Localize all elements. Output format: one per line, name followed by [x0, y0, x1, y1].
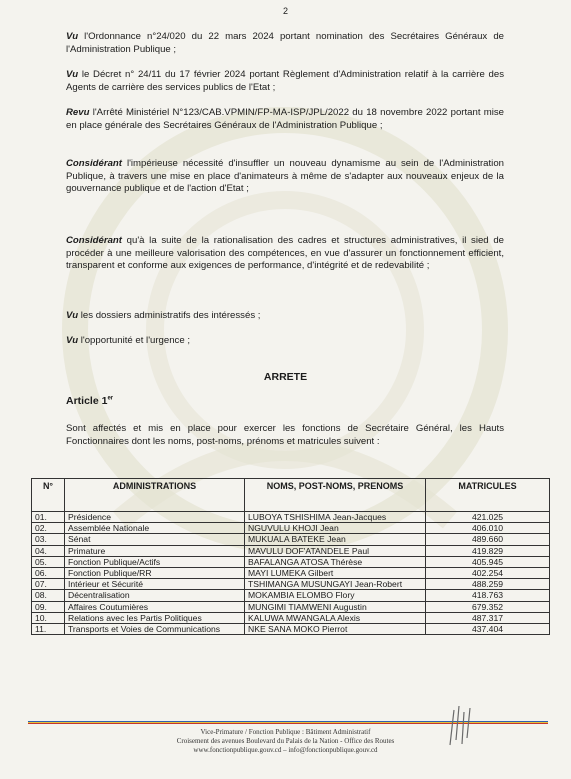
row-matricule: 437.404 [426, 624, 550, 635]
row-number: 11. [32, 624, 65, 635]
row-administration: Décentralisation [65, 590, 245, 601]
row-administration: Transports et Voies de Communications [65, 624, 245, 635]
header-names: NOMS, POST-NOMS, PRENOMS [245, 479, 426, 512]
preamble-revu-arrete: Revu l'Arrêté Ministériel N°123/CAB.VPMIN/FP-MA-ISP/JPL/2022 du 18 novembre 2022 portant mise en place générale des Secrétaires Généraux de l'Administration Publique ; [66, 107, 504, 131]
row-administration: Présidence [65, 512, 245, 523]
row-matricule: 679.352 [426, 601, 550, 612]
table-row [32, 534, 550, 545]
row-matricule: 402.254 [426, 568, 550, 579]
row-number: 03. [32, 534, 65, 545]
table-row [32, 579, 550, 590]
row-administration: Sénat [65, 534, 245, 545]
table-row [32, 512, 550, 523]
row-matricule: 406.010 [426, 523, 550, 534]
row-administration: Relations avec les Partis Politiques [65, 612, 245, 623]
arrete-heading: ARRETE [263, 371, 308, 383]
row-administration: Affaires Coutumières [65, 601, 245, 612]
assignments-table [31, 478, 550, 635]
footer-contact-line: www.fonctionpublique.gouv.cd – info@fonctionpublique.gouv.cd [193, 746, 378, 754]
footer-address-line-2: Croisement des avenues Boulevard du Palais de la Nation - Office des Routes [176, 737, 395, 745]
preamble-vu-dossiers: Vu les dossiers administratifs des intéressés ; [66, 310, 261, 321]
row-administration: Primature [65, 545, 245, 556]
row-matricule: 418.763 [426, 590, 550, 601]
row-matricule: 405.945 [426, 556, 550, 567]
row-number: 07. [32, 579, 65, 590]
table-row [32, 624, 550, 635]
row-name: LUBOYA TSHISHIMA Jean-Jacques [245, 512, 426, 523]
header-matricules: MATRICULES [426, 479, 550, 512]
row-administration: Fonction Publique/Actifs [65, 556, 245, 567]
row-matricule: 488.259 [426, 579, 550, 590]
preamble-vu-ordonnance: Vu l'Ordonnance n°24/020 du 22 mars 2024 portant nomination des Secrétaires Généraux de l'Administration Publique ; [66, 31, 504, 55]
preamble-considerant-rationalisation: Considérant qu'à la suite de la rationalisation des cadres et structures administratives, il sied de procéder à une meilleure valorisation des compétences, en vue d'assurer un fonctionnement efficient, transparent et conforme aux exigences de performance, d'intégrité et de redevabilité ; [66, 235, 504, 271]
row-number: 09. [32, 601, 65, 612]
row-name: NKE SANA MOKO Pierrot [245, 624, 426, 635]
row-matricule: 489.660 [426, 534, 550, 545]
header-number: N° [32, 479, 65, 512]
footer-address-line-1: Vice-Primature / Fonction Publique : Bâtiment Administratif [200, 728, 371, 736]
table-row [32, 556, 550, 567]
article-heading: Article 1er [66, 395, 114, 407]
row-name: MAYI LUMEKA Gilbert [245, 568, 426, 579]
row-matricule: 419.829 [426, 545, 550, 556]
row-matricule: 421.025 [426, 512, 550, 523]
table-row [32, 590, 550, 601]
row-name: MAVULU DOF'ATANDELE Paul [245, 545, 426, 556]
row-name: KALUWA MWANGALA Alexis [245, 612, 426, 623]
row-administration: Intérieur et Sécurité [65, 579, 245, 590]
row-number: 01. [32, 512, 65, 523]
preamble-considerant-dynamisme: Considérant l'impérieuse nécessité d'insuffler un nouveau dynamisme au sein de l'Administration Publique, à travers une mise en place d'animateurs à même de s'adapter aux nouveaux enjeux de la gouvernance publique et de l'action d'Etat ; [66, 158, 504, 194]
table-row [32, 545, 550, 556]
table-row [32, 612, 550, 623]
row-matricule: 487.317 [426, 612, 550, 623]
row-name: TSHIMANGA MUSUNGAYI Jean-Robert [245, 579, 426, 590]
header-administrations: ADMINISTRATIONS [65, 479, 245, 512]
row-name: BAFALANGA ATOSA Thérèse [245, 556, 426, 567]
row-number: 05. [32, 556, 65, 567]
row-number: 08. [32, 590, 65, 601]
footer [0, 728, 571, 755]
table-row [32, 523, 550, 534]
article-text: Sont affectés et mis en place pour exercer les fonctions de Secrétaire Général, les Hauts Fonctionnaires dont les noms, post-noms, prénoms et matricules suivent : [66, 423, 504, 447]
row-name: MOKAMBIA ELOMBO Flory [245, 590, 426, 601]
row-name: MUNGIMI TIAMWENI Augustin [245, 601, 426, 612]
row-administration: Assemblée Nationale [65, 523, 245, 534]
table-header-row [32, 479, 550, 512]
row-name: NGUVULU KHOJI Jean [245, 523, 426, 534]
row-administration: Fonction Publique/RR [65, 568, 245, 579]
row-name: MUKUALA BATEKE Jean [245, 534, 426, 545]
preamble-vu-opportunite: Vu l'opportunité et l'urgence ; [66, 335, 191, 346]
table-row [32, 568, 550, 579]
row-number: 10. [32, 612, 65, 623]
row-number: 06. [32, 568, 65, 579]
preamble-vu-decret: Vu le Décret n° 24/11 du 17 février 2024 portant Règlement d'Administration relatif à la carrière des Agents de carrière des services publics de l'Etat ; [66, 69, 504, 93]
table-row [32, 601, 550, 612]
row-number: 02. [32, 523, 65, 534]
page-number: 2 [282, 6, 288, 16]
row-number: 04. [32, 545, 65, 556]
